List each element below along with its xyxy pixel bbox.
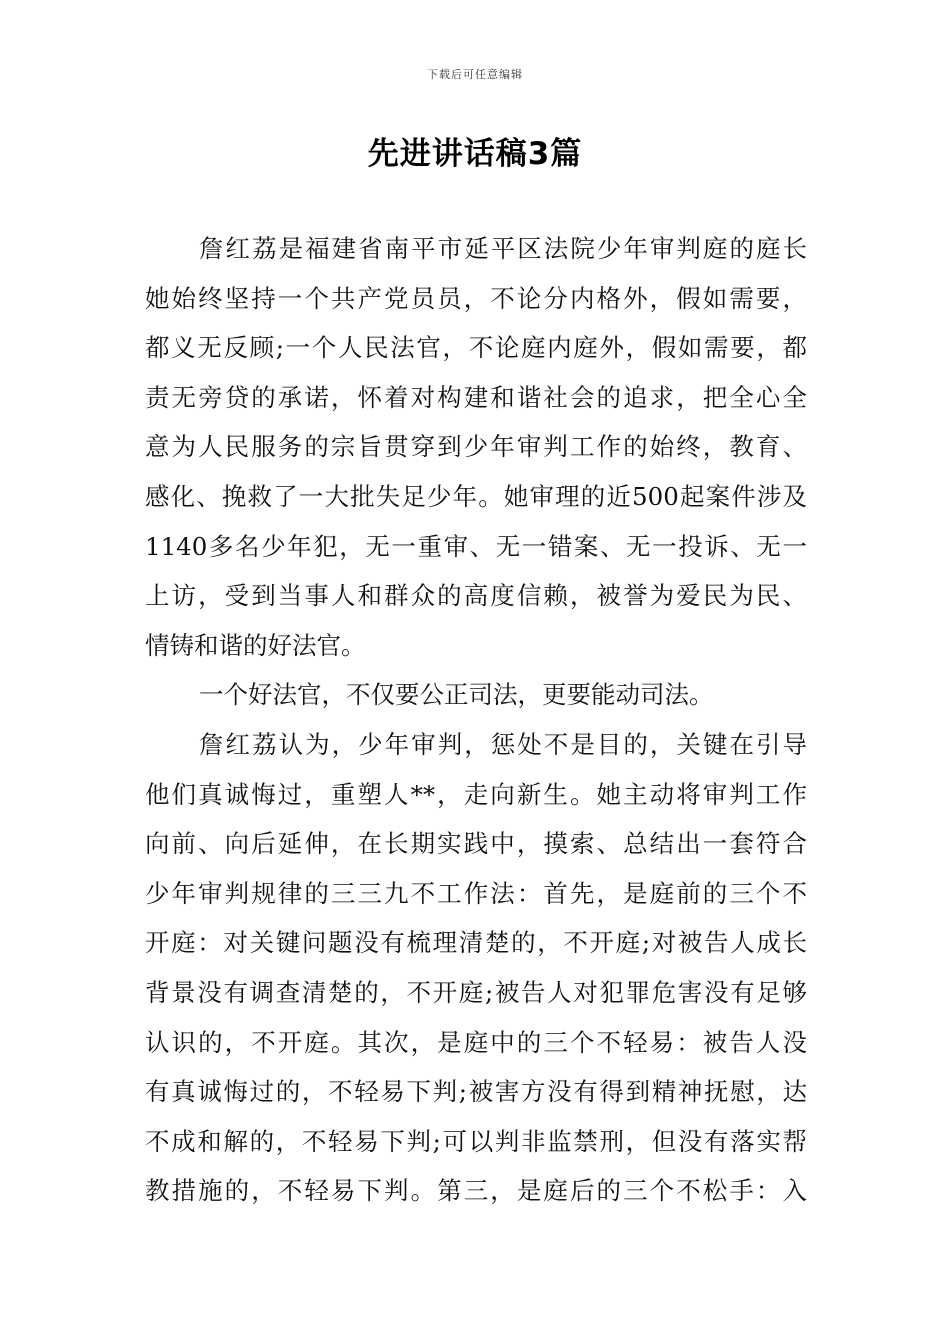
page-header-note: 下载后可任意编辑 <box>427 68 523 81</box>
body-line: 意为人民服务的宗旨贯穿到少年审判工作的始终，教育、 <box>145 432 807 462</box>
body-line: 她始终坚持一个共产党员员，不论分内格外，假如需要， <box>145 283 807 313</box>
body-line: 不成和解的，不轻易下判;可以判非监禁刑，但没有落实帮 <box>145 1126 807 1156</box>
body-line: 责无旁贷的承诺，怀着对构建和谐社会的追求，把全心全 <box>145 382 807 412</box>
body-line: 他们真诚悔过，重塑人**，走向新生。她主动将审判工作 <box>145 779 807 809</box>
body-line: 认识的，不开庭。其次，是庭中的三个不轻易：被告人没 <box>145 1027 807 1057</box>
body-line: 情铸和谐的好法官。 <box>145 630 366 660</box>
body-line: 一个好法官，不仅要公正司法，更要能动司法。 <box>199 680 714 710</box>
document-body <box>145 224 807 1216</box>
body-line: 向前、向后延伸，在长期实践中，摸索、总结出一套符合 <box>145 829 807 859</box>
document-title: 先进讲话稿3篇 <box>367 136 583 172</box>
body-line: 上访，受到当事人和群众的高度信赖，被誉为爱民为民、 <box>145 581 807 611</box>
body-line: 开庭：对关键问题没有梳理清楚的，不开庭;对被告人成长 <box>145 928 807 958</box>
body-line: 有真诚悔过的，不轻易下判;被害方没有得到精神抚慰，达 <box>145 1077 807 1107</box>
body-line: 背景没有调查清楚的，不开庭;被告人对犯罪危害没有足够 <box>145 977 807 1007</box>
body-line: 詹红荔认为，少年审判，惩处不是目的，关键在引导 <box>199 729 807 759</box>
body-line: 詹红荔是福建省南平市延平区法院少年审判庭的庭长 <box>199 234 807 263</box>
body-line: 教措施的，不轻易下判。第三，是庭后的三个不松手：入 <box>145 1176 807 1206</box>
body-line: 1140多名少年犯，无一重审、无一错案、无一投诉、无一 <box>145 531 807 561</box>
body-line: 少年审判规律的三三九不工作法：首先，是庭前的三个不 <box>145 878 807 908</box>
body-line: 感化、挽救了一大批失足少年。她审理的近500起案件涉及 <box>145 481 807 511</box>
body-line: 都义无反顾;一个人民法官，不论庭内庭外，假如需要，都 <box>145 333 807 363</box>
